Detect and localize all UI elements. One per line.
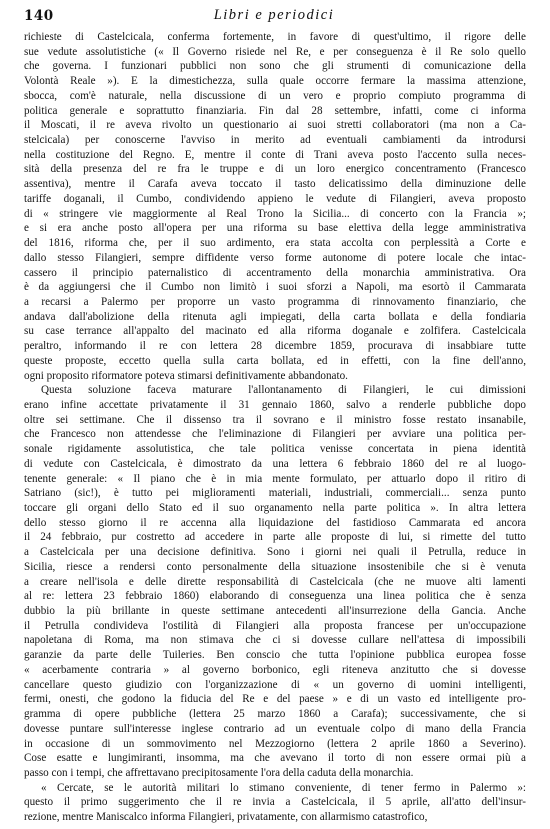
text-line: toccare gli organi dello Stato ed il suo organamento nella parte politica ». In altra lettera — [24, 502, 526, 514]
running-title: Libri e periodici — [213, 7, 335, 23]
text-line: su case terrance all'appalto del macinato ed alla riforma doganale e zolfifera. Castelcicala — [24, 325, 526, 338]
text-line: il Moscati, il re aveva rivolto un questionario ai suoi stretti collaboratori (ma non a Ca- — [24, 119, 526, 132]
text-line: peraltro, informando il re con lettera 28 dicembre 1859, procurava di insabbiare tutte — [24, 340, 526, 353]
text-line: rezione, mentre Maniscalco informa Filangieri, privatamente, con allarmismo catastrofico, — [24, 811, 428, 824]
text-line: napoletana di Roma, ma non stimava che ci si dovesse cullare nell'attesa di impossibili — [24, 634, 526, 647]
text-line: fermi, onesti, che godono la fiducia del Re e del paese » e di un vasto ed intelligente pro- — [24, 693, 526, 706]
text-line: a creare nell'isola e delle dirette responsabilità di Castelcicala (che ne muove alti lamenti — [24, 575, 526, 588]
text-line: sità della presenza del re fra le truppe e di un loro energico concentramento (Francesco — [24, 163, 526, 176]
text-line: che governa. I funzionari pubblici non sono che gli strumenti di comunicazione della — [24, 60, 526, 73]
text-line: richieste di Castelcicala, conferma fortemente, in favore di quest'ultimo, il rigore delle — [24, 31, 526, 43]
text-line: il Petrulla condivideva l'ostilità di Filangieri alla proposta francese per un'occupazione — [24, 619, 526, 632]
text-line: e si era anche posto all'opera per una riforma su base elettiva della legge amministrativa — [24, 222, 526, 235]
text-line: nella costituzione del Regno. E, mentre il conte di Trani aveva posto l'accento sulla neces- — [24, 148, 526, 161]
paragraph — [24, 383, 526, 780]
text-line: dello stesso giorno il re accenna alla liquidazione del fastidioso Cammarata ed ancora — [24, 516, 526, 529]
text-line: « Cercate, se le autorità militari lo stimano conveniente, di tener fermo in Palermo »: — [41, 781, 526, 794]
text-line: a recarsi a Palermo per proporre un vasto programma di rinnovamento finanziario, che — [24, 295, 526, 308]
text-line: gramma di opere pubbliche (lettera 25 marzo 1860 a Carafa); successivamente, che si — [24, 708, 526, 721]
text-line: di vedute con Castelcicala, è dimostrato da una lettera 6 febbraio 1860 del re al luogo- — [24, 457, 526, 470]
text-line: cancellare questo giudizio con l'organizzazione di « un governo di uomini intelligenti, — [24, 678, 526, 691]
text-line: stelcicala) per conoscerne l'avviso in merito ad eventuali cambiamenti da introdursi — [24, 134, 526, 147]
text-line: cassero il principio paternalistico di accentramento della monarchia amministrativa. Ora — [24, 266, 526, 279]
text-line: « acerbamente contraria » al governo borbonico, egli riteneva anzitutto che si dovesse — [24, 663, 526, 676]
text-line: Cose esatte e lungimiranti, insomma, ma che avevano il torto di non essere ormai più a — [24, 752, 526, 765]
paragraph — [24, 781, 526, 825]
text-line: tenente generale: « Il piano che è in mia mente formulato, per attuarlo dopo il ritiro di — [24, 472, 526, 485]
text-line: sbocca, com'è naturale, nella discussione di un vero e proprio compiuto programma di — [24, 89, 526, 102]
text-line: a Castelcicala per una decisione definitiva. Sono i giorni nei quali il Petrulla, reduce in — [24, 546, 526, 559]
text-line: ogni proposito riformatore poteva stimarsi definitivamente abbandonato. — [24, 369, 348, 382]
text-line: tariffe doganali, il Cumbo, condividendo appieno le vedute di Filangieri, aveva proposto — [24, 192, 526, 205]
text-line: Satriano (sic!), è tutto pei miglioramenti materiali, industriali, commerciali... senza punto — [24, 487, 526, 500]
text-line: dallo stesso Filangieri, sempre diffidente verso forme autonome di potere locale che intac- — [24, 251, 526, 264]
paragraph — [24, 30, 526, 383]
page-header — [24, 4, 524, 28]
text-line: è da aggiungersi che il Cumbo non limitò i suoi sforzi a Napoli, ma esortò il Cammarata — [24, 281, 526, 294]
text-line: andava dall'abolizione della ritenuta agli impiegati, della carta bollata e della fondiaria — [24, 310, 526, 323]
text-line: il 24 febbraio, pur costretto ad accedere in parte alle proposte di lui, si rimette del tutto — [24, 531, 526, 544]
text-line: queste proposte, eccetto quella sulla carta bollata, ed in effetti, con la fine dell'anno, — [24, 354, 526, 367]
text-line: in occasione di un sommovimento nel Mezzogiorno (lettera 2 aprile 1860 a Severino). — [24, 737, 526, 750]
text-line: che Francesco non attendesse che l'eliminazione di Filangieri per avviare una politica per- — [24, 428, 526, 441]
text-line: al re: lettera 23 febbraio 1860) elaborando di conseguenza una linea politica che è senza — [24, 590, 526, 603]
text-line: Sicilia, riesce a rendersi conto personalmente della situazione insostenibile che si è venuta — [24, 560, 526, 573]
text-line: dubbio la più brillante in queste settimane antecedenti all'insurrezione della Gancia. Anche — [24, 605, 526, 618]
text-line: assentiva), mentre il Carafa aveva toccato il tasto delicatissimo della diminuzione delle — [24, 178, 526, 191]
text-line: passo con i tempi, che affrettavano precipitosamente l'ora della caduta della monarchia. — [24, 766, 414, 779]
text-line: sue vedute assolutistiche (« Il Governo risiede nel Re, e per conseguenza è il Re solo quello — [24, 45, 526, 58]
text-line: erano infine accettate privatamente il 31 gennaio 1860, salvo a renderle pubbliche dopo — [24, 398, 526, 411]
text-line: dovesse puntare sull'interesse inglese contrario ad un eventuale colpo di mano della Francia — [24, 722, 526, 735]
text-line: di « stringere vie maggiormente al Real Trono la Sicilia... di concerto con la Francia »; — [24, 207, 526, 220]
text-line: del 1816, riforma che, per il suo ardimento, era stata accolta con perplessità a Corte e — [24, 237, 526, 250]
body-text — [24, 30, 526, 825]
text-line: Questa soluzione faceva maturare l'allontanamento di Filangieri, le cui dimissioni — [41, 384, 526, 397]
text-line: politica generale e soprattutto finanziaria. Fin dal 28 settembre, infatti, come ci informa — [24, 104, 526, 117]
text-line: sonale rigidamente assolutistica, che tale politica venisse concertata in piena identità — [24, 443, 526, 456]
text-line: garanzie da parte delle Tuileries. Ben conscio che tutta l'opinione pubblica europea fosse — [24, 649, 526, 662]
page-number: 140 — [24, 8, 54, 24]
text-line: oltre sei settimane. Che il dissenso tra il sovrano e il ministro fosse restato insanabile, — [24, 413, 526, 426]
text-line: questo il primo suggerimento che il re invia a Castelcicala, il 5 aprile, all'atto dell'insur- — [24, 796, 526, 809]
text-line: Volontà Reale »). E la dimestichezza, sulla quale occorre fermare la massima attenzione, — [24, 75, 526, 88]
